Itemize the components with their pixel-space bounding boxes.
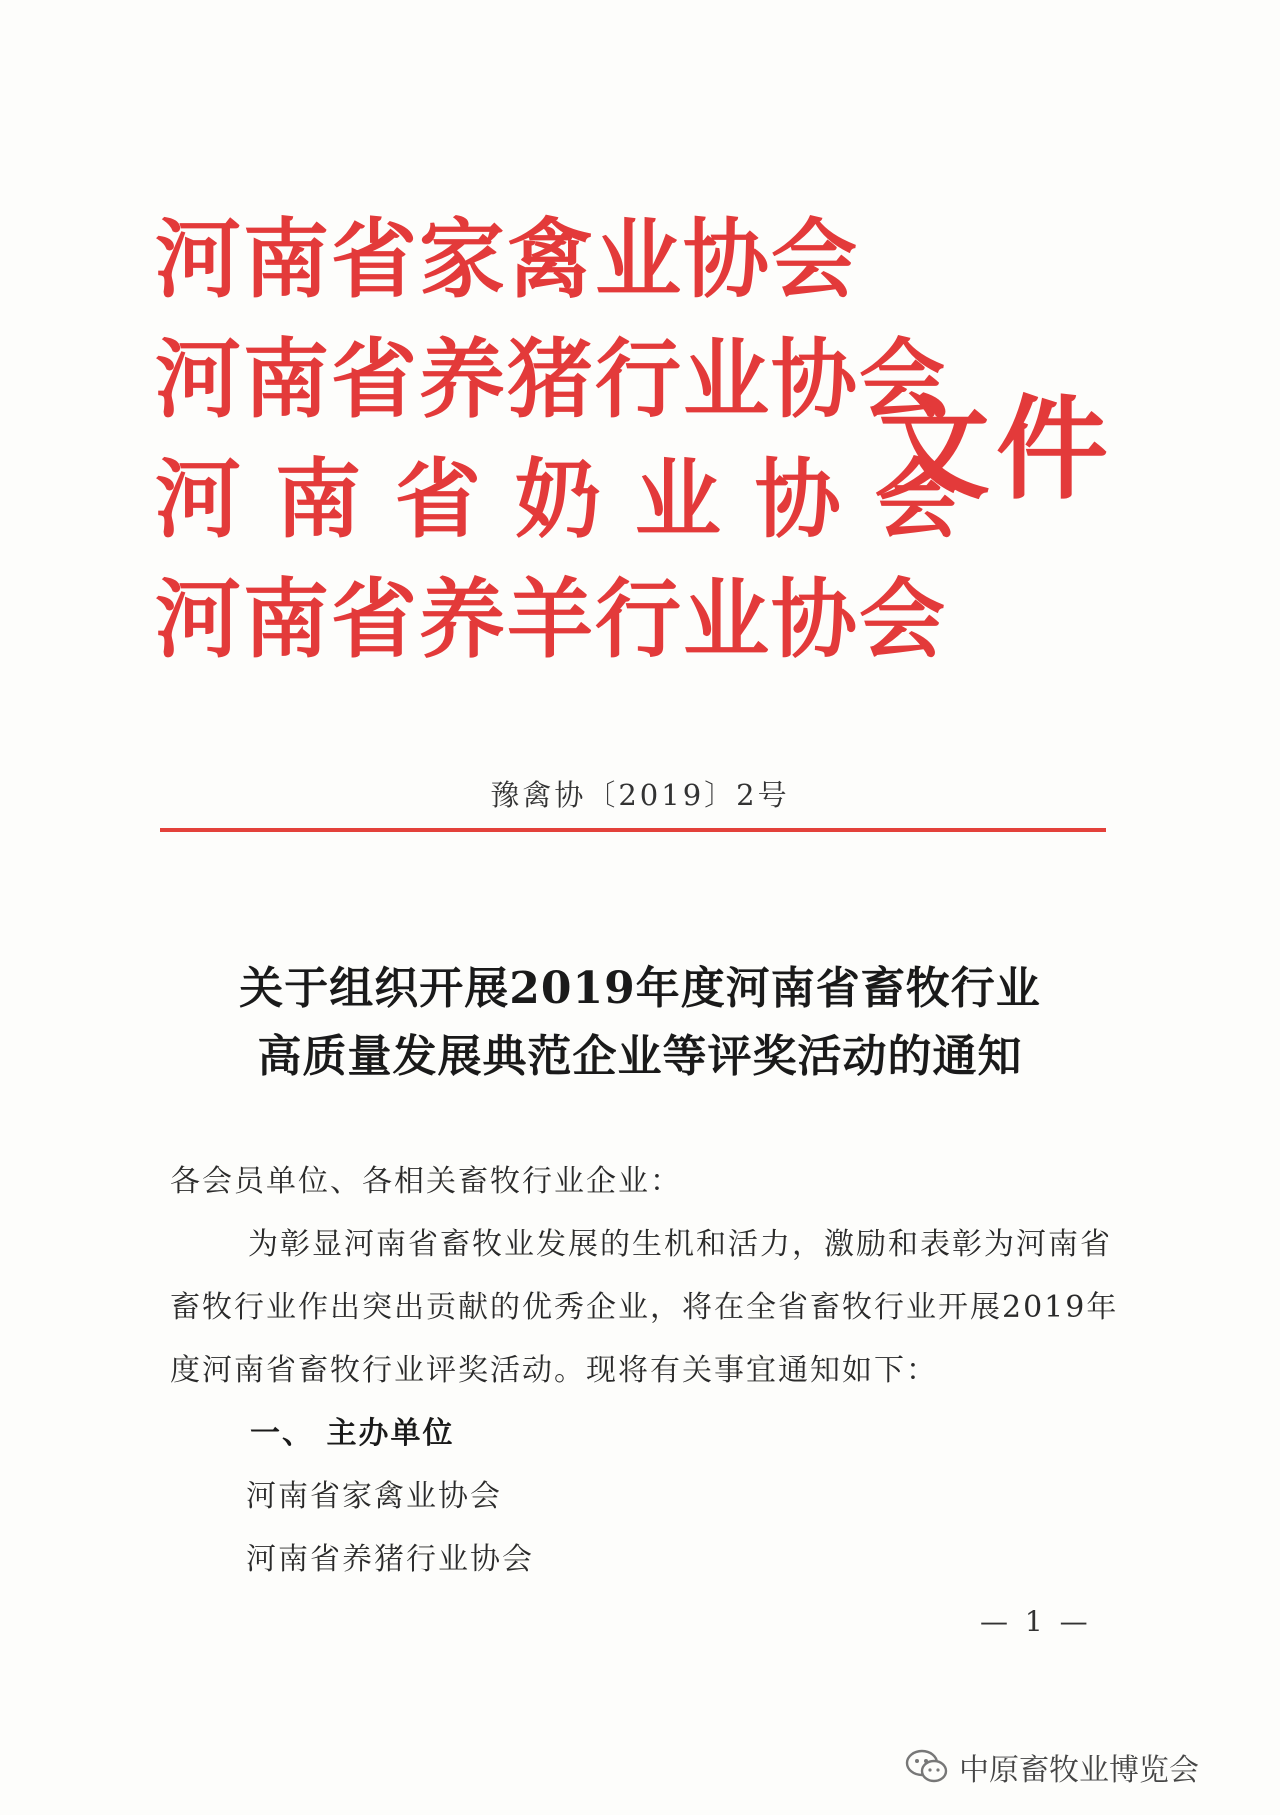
document-number: 豫禽协〔2019〕2号 bbox=[490, 778, 790, 812]
watermark bbox=[905, 1745, 1199, 1789]
organizer-item: 河南省家禽业协会 bbox=[246, 1479, 502, 1514]
section-heading: 一、 主办单位 bbox=[250, 1416, 455, 1451]
notice-title bbox=[0, 955, 1280, 1091]
page-number: — 1 — bbox=[980, 1605, 1092, 1638]
intro-paragraph: 为彰显河南省畜牧业发展的生机和活力，激励和表彰为河南省畜牧行业作出突出贡献的优秀企业，将在全省畜牧行业开展2019年度河南省畜牧行业评奖活动。现将有关事宜通知如下： bbox=[170, 1227, 1119, 1388]
issuer-name: 河 南 省 奶 业 协 会 bbox=[155, 449, 963, 550]
salutation: 各会员单位、各相关畜牧行业企业： bbox=[170, 1164, 682, 1199]
issuer-name: 河南省养羊行业协会 bbox=[155, 569, 947, 670]
red-divider bbox=[160, 828, 1106, 832]
title-line: 高质量发展典范企业等评奖活动的通知 bbox=[257, 1031, 1023, 1082]
organizer-item: 河南省养猪行业协会 bbox=[246, 1542, 534, 1577]
issuer-list bbox=[155, 200, 963, 680]
wechat-icon bbox=[905, 1749, 949, 1785]
issuer-name: 河南省家禽业协会 bbox=[155, 209, 859, 310]
watermark-text: 中原畜牧业博览会 bbox=[959, 1753, 1199, 1788]
title-line: 关于组织开展2019年度河南省畜牧行业 bbox=[239, 963, 1041, 1014]
notice-body bbox=[170, 1150, 1130, 1591]
document-type-label: 文件 bbox=[878, 384, 1114, 515]
issuer-name: 河南省养猪行业协会 bbox=[155, 329, 947, 430]
